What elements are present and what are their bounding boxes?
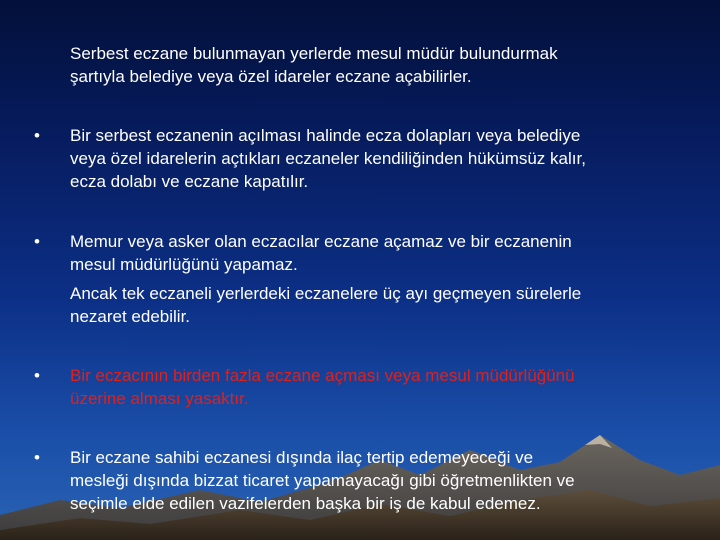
bullet-line: mesul müdürlüğünü yapamaz. bbox=[70, 255, 298, 274]
bullet-line: Bir serbest eczanenin açılması halinde ecza dolapları veya belediye bbox=[70, 126, 581, 145]
bullet-line: Memur veya asker olan eczacılar eczane açamaz ve bir eczanenin bbox=[70, 232, 572, 251]
bullet-marker: • bbox=[34, 366, 40, 385]
bullet-marker: • bbox=[34, 448, 40, 467]
bullet-line: Bir eczacının birden fazla eczane açması veya mesul müdürlüğünü bbox=[70, 366, 575, 385]
bullet-marker: • bbox=[34, 232, 40, 251]
bullet-line: üzerine alması yasaktır. bbox=[70, 389, 249, 408]
bullet-line: veya özel idarelerin açtıkları eczaneler kendiliğinden hükümsüz kalır, bbox=[70, 149, 586, 168]
bullet-text bbox=[70, 124, 690, 193]
bullet-line: nezaret edebilir. bbox=[70, 307, 191, 326]
bullet-line: ecza dolabı ve eczane kapatılır. bbox=[70, 172, 309, 191]
intro-line-2: şartıyla belediye veya özel idareler eczane açabilirler. bbox=[70, 67, 472, 86]
bullet-text bbox=[70, 446, 690, 515]
bullet-line: mesleği dışında bizzat ticaret yapamayacağı gibi öğretmenlikten ve bbox=[70, 471, 575, 490]
bullet-line: Ancak tek eczaneli yerlerdeki eczanelere üç ayı geçmeyen sürelerle bbox=[70, 284, 582, 303]
bullet-line: Bir eczane sahibi eczanesi dışında ilaç tertip edemeyeceği ve bbox=[70, 448, 534, 467]
intro-paragraph bbox=[70, 42, 690, 88]
intro-line-1: Serbest eczane bulunmayan yerlerde mesul müdür bulundurmak bbox=[70, 44, 558, 63]
bullet-line: seçimle elde edilen vazifelerden başka bir iş de kabul edemez. bbox=[70, 494, 541, 513]
bullet-text-highlight bbox=[70, 364, 690, 410]
bullet-text bbox=[70, 230, 690, 328]
bullet-marker: • bbox=[34, 126, 40, 145]
